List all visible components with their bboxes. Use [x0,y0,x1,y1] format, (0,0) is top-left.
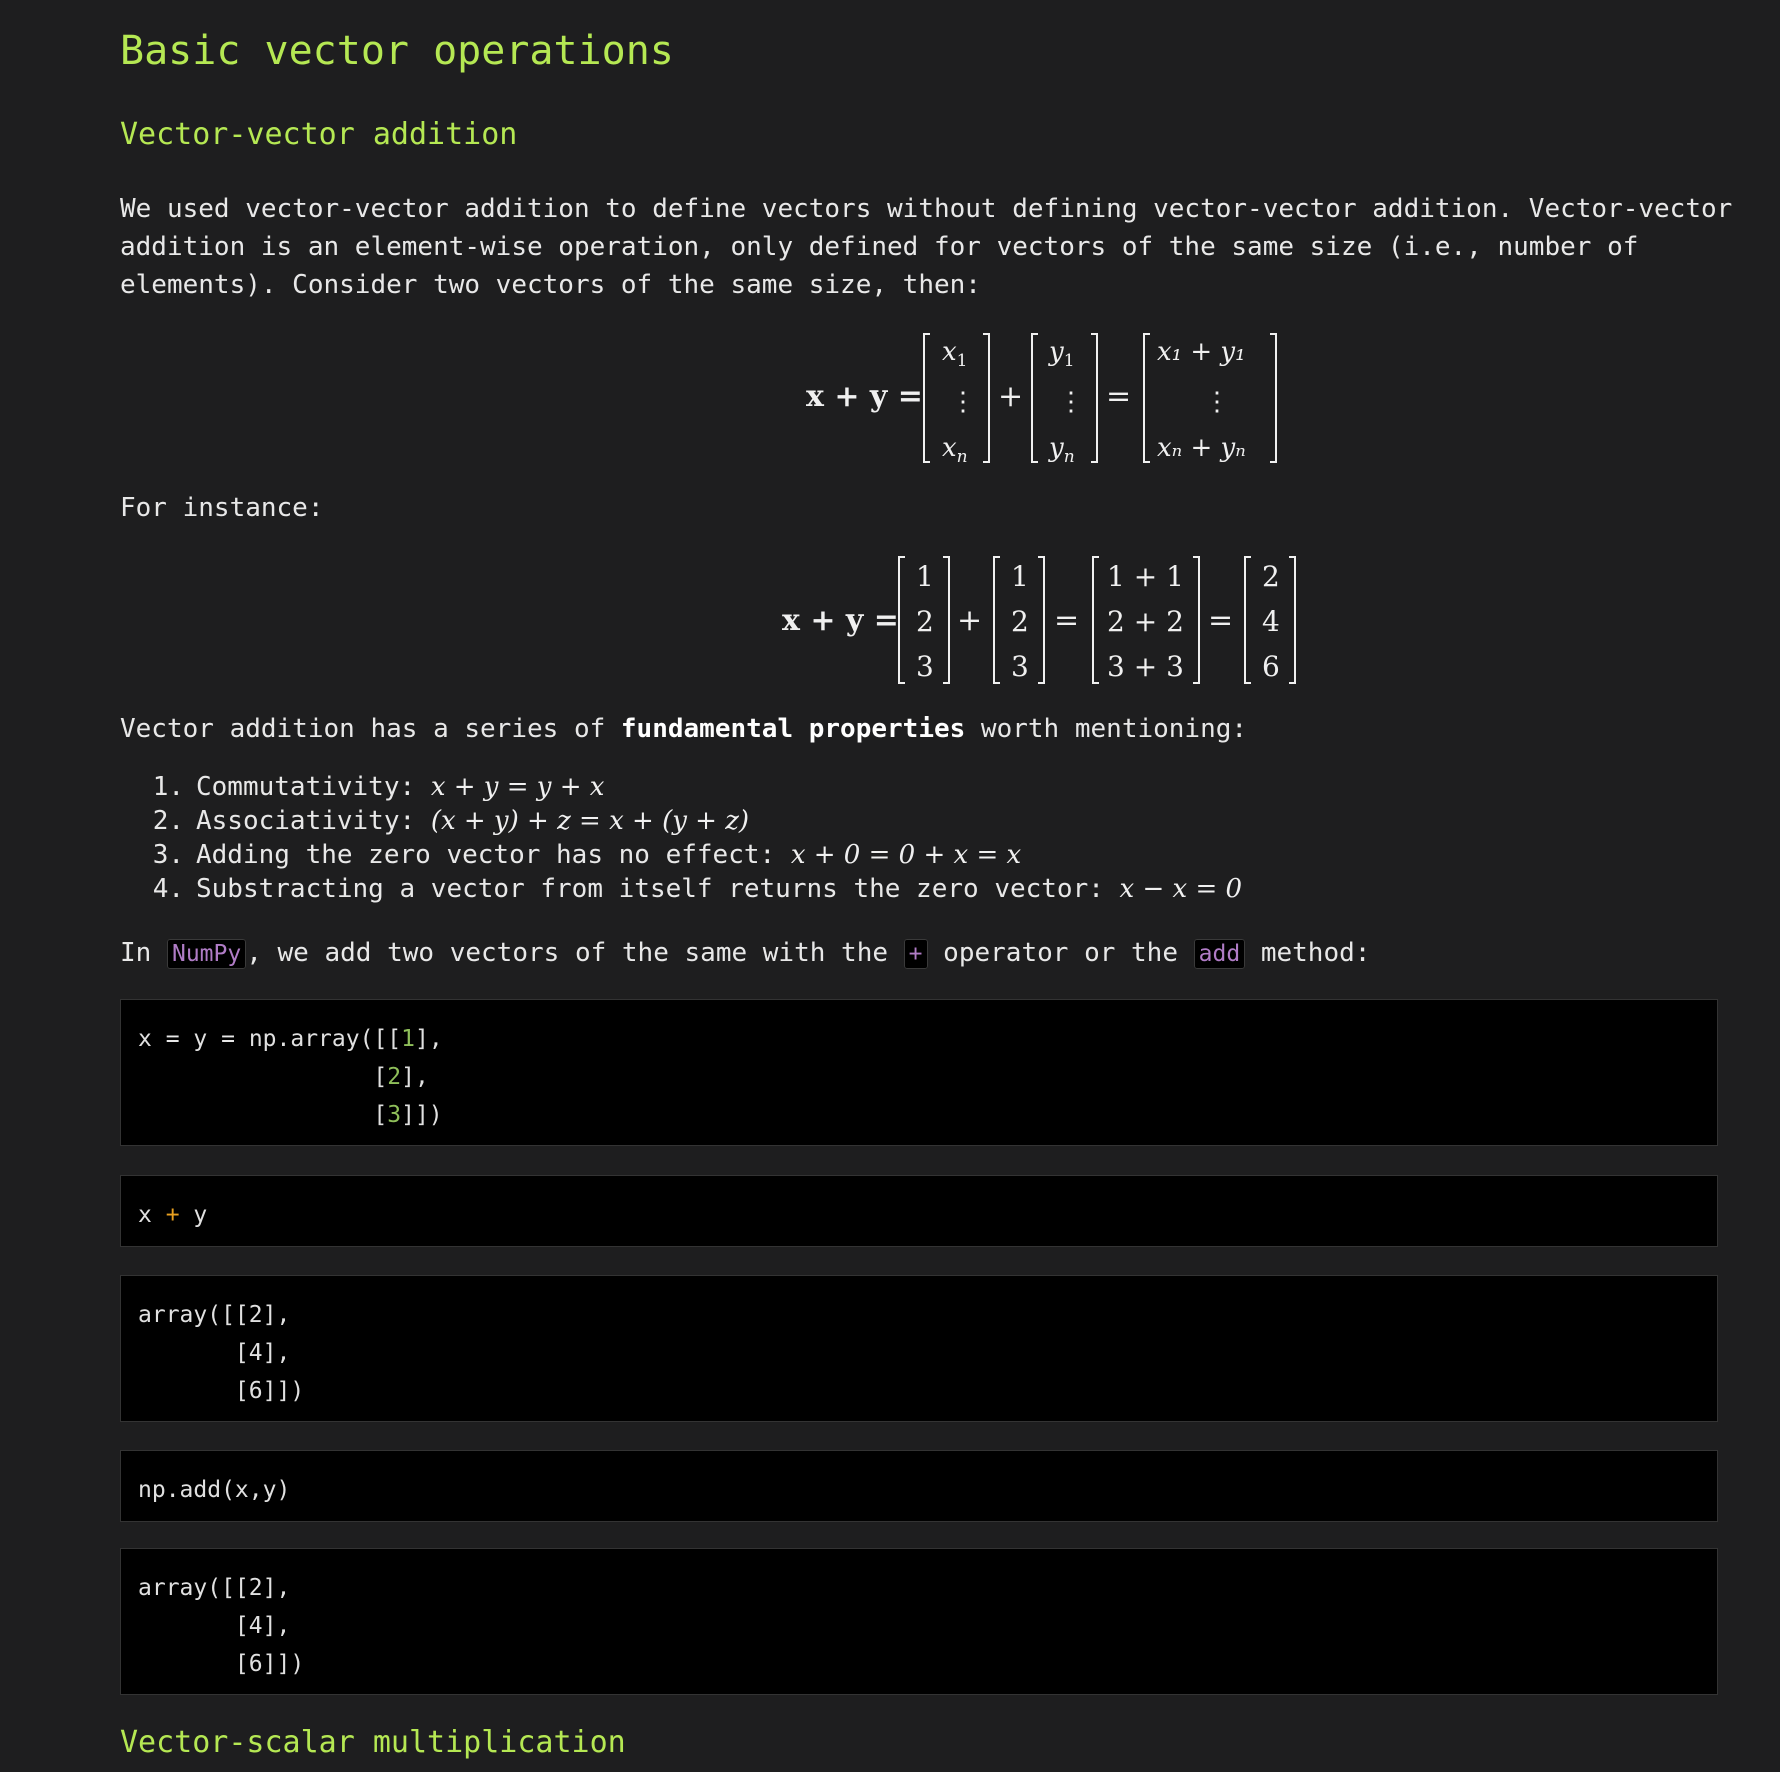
eq2-y-bracket-right [1038,557,1044,683]
eq1-x-bracket-right [983,334,989,462]
eq1-sum-top: x₁ + y₁ [1157,337,1246,367]
eq2-x-3: 3 [916,650,934,683]
properties-intro-before: Vector addition has a series of [120,714,621,744]
output-line: array([[2], [138,1302,291,1328]
eq2-sum-2: 2 + 2 [1107,605,1184,638]
code-token: ], [415,1026,443,1052]
eq2-sum-3: 3 + 3 [1107,650,1184,683]
eq2-equals-1: = [1054,603,1080,638]
example-addition-equation [660,551,1300,691]
code-block-x-plus-y[interactable] [120,1175,1718,1247]
intro-line-2: addition is an element-wise operation, only defined for vectors of the same size (i.e., number of [120,232,1639,262]
code-token-eq: = [221,1026,235,1052]
code-token: [ [138,1064,388,1090]
eq1-equals: = [1106,379,1132,414]
eq2-sum-bracket-left [1093,557,1099,683]
property-text: Commutativity: [196,772,431,802]
eq2-y-1: 1 [1011,560,1029,593]
list-number: 4. [152,874,184,904]
code-block-array-def[interactable] [120,999,1718,1146]
eq2-res-2: 4 [1262,605,1280,638]
eq1-y-bot: $y_n$ [1049,433,1075,467]
intro-line-3: elements). Consider two vectors of the same size, then: [120,270,981,300]
code-token-op: + [165,1202,180,1228]
code-line: np.add(x,y) [138,1477,291,1503]
numpy-sentence-in: In [120,938,167,968]
output-block-2[interactable] [120,1548,1718,1695]
code-token: y [179,1026,222,1052]
numpy-sentence-mid2: operator or the [927,938,1194,968]
eq2-equals-2: = [1208,603,1234,638]
output-line: [4], [138,1613,291,1639]
eq1-plus: + [998,379,1024,414]
list-number: 1. [152,772,184,802]
subsection-title-addition: Vector-vector addition [120,117,518,152]
subsection-title-scalar: Vector-scalar multiplication [120,1725,626,1760]
eq2-y-3: 3 [1011,650,1029,683]
eq1-y-bracket-left [1032,334,1038,462]
eq1-sum-bracket-left [1144,334,1150,462]
eq1-y-dots: ⋮ [1058,387,1084,417]
eq2-sum-1: 1 + 1 [1107,560,1184,593]
property-math: x − x = 0 [1119,874,1243,904]
eq1-sum-bracket-right [1270,334,1276,462]
code-token-num: 1 [401,1026,415,1052]
eq1-x-bracket-left [924,334,930,462]
code-token: x [138,1026,166,1052]
eq2-x-bracket-left [899,557,905,683]
eq2-y-bracket-left [994,557,1000,683]
code-token: ]]) [401,1102,443,1128]
eq2-res-1: 2 [1262,560,1280,593]
eq2-res-bracket-left [1245,557,1251,683]
numpy-sentence-mid: , we add two vectors of the same with the [246,938,904,968]
properties-list [120,770,1242,906]
code-token-num: 3 [387,1102,402,1128]
property-math: (x + y) + z = x + (y + z) [430,806,750,836]
code-token: ], [401,1064,429,1090]
eq2-x-1: 1 [916,560,934,593]
properties-intro-bold: fundamental properties [620,714,966,744]
eq2-lhs: x + y = [782,603,899,638]
code-token-num: 2 [387,1064,402,1090]
eq1-lhs: x + y = [806,379,923,414]
intro-paragraph [120,190,1732,304]
add-inline-code: add [1194,939,1246,969]
output-line: [6]]) [138,1378,305,1404]
eq2-res-3: 6 [1262,650,1280,683]
eq2-sum-bracket-right [1193,557,1199,683]
eq1-y-bracket-right [1091,334,1097,462]
property-math: x + 0 = 0 + x = x [790,840,1022,870]
eq1-y-top: $y_1$ [1049,337,1075,371]
code-token: [ [138,1102,388,1128]
eq1-x-top: $x_1$ [942,337,968,371]
numpy-inline-code: NumPy [167,939,246,969]
numpy-sentence-end: method: [1245,938,1371,968]
output-block-1[interactable] [120,1275,1718,1422]
list-item [120,838,1242,872]
list-item [120,804,1242,838]
properties-intro-after: worth mentioning: [965,714,1248,744]
property-text: Associativity: [196,806,431,836]
output-line: array([[2], [138,1575,291,1601]
for-instance-text: For instance: [120,493,324,523]
eq2-x-2: 2 [916,605,934,638]
general-addition-equation [680,326,1280,476]
output-line: [4], [138,1340,291,1366]
eq1-sum-bot: xₙ + yₙ [1157,433,1246,463]
code-token: np.array([[ [234,1026,402,1052]
output-line: [6]]) [138,1651,305,1677]
code-token: x [138,1202,166,1228]
list-item [120,872,1242,906]
code-token: y [179,1202,208,1228]
intro-line-1: We used vector-vector addition to define vectors without defining vector-vector addition. Vector-vector [120,194,1733,224]
list-item [120,770,1242,804]
eq2-y-2: 2 [1011,605,1029,638]
eq2-plus: + [957,603,983,638]
plus-inline-code: + [904,939,928,969]
code-token-eq: = [165,1026,180,1052]
list-number: 3. [152,840,184,870]
eq1-sum-dots: ⋮ [1204,387,1230,417]
section-title: Basic vector operations [120,28,674,74]
property-text: Adding the zero vector has no effect: [196,840,791,870]
list-number: 2. [152,806,184,836]
eq2-res-bracket-right [1289,557,1295,683]
property-text: Substracting a vector from itself returns the zero vector: [196,874,1120,904]
numpy-sentence [120,934,1370,973]
properties-intro [120,710,1247,748]
eq1-x-bot: $x_n$ [942,433,968,467]
code-block-np-add[interactable] [120,1450,1718,1522]
property-math: x + y = y + x [430,772,605,802]
eq2-x-bracket-right [943,557,949,683]
eq1-x-dots: ⋮ [950,387,976,417]
